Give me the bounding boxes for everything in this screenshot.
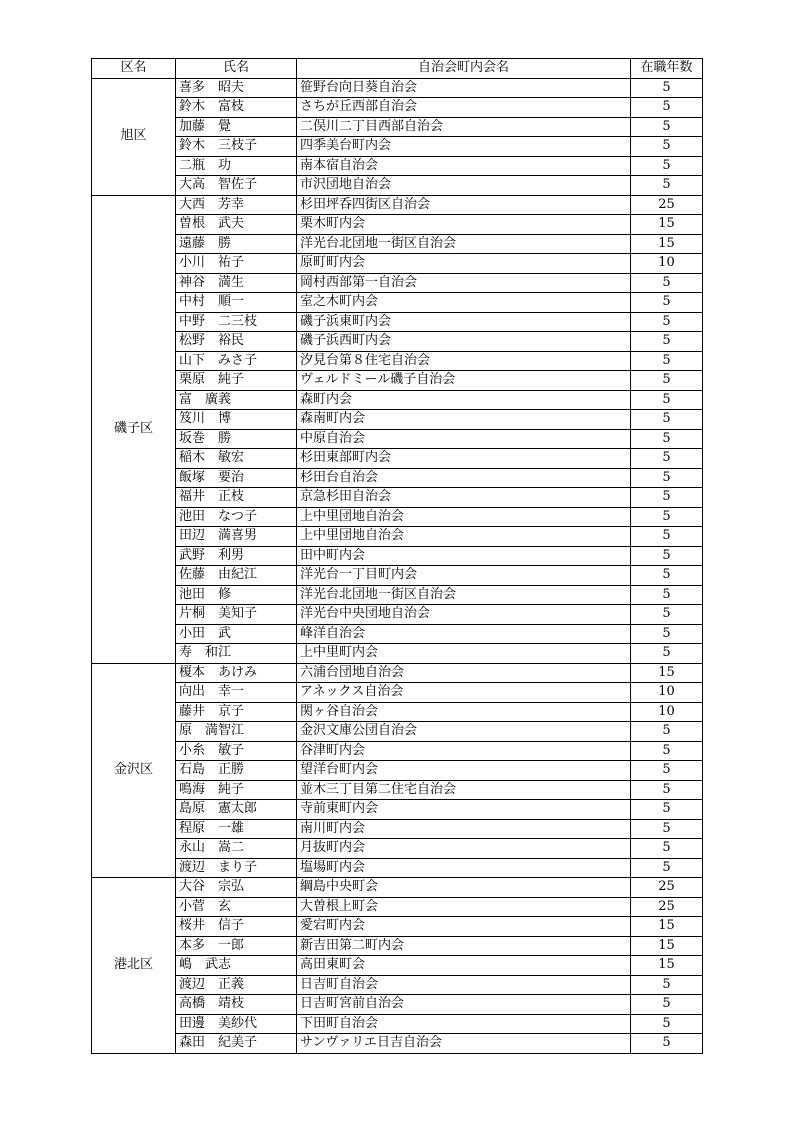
name-cell: 原 満智江 <box>176 722 297 742</box>
association-cell: 汐見台第８住宅自治会 <box>297 351 631 371</box>
name-cell: 神谷 満生 <box>176 273 297 293</box>
name-cell: 向出 幸一 <box>176 683 297 703</box>
years-cell: 5 <box>631 1034 703 1054</box>
years-cell: 5 <box>631 858 703 878</box>
association-cell: 洋光台一丁目町内会 <box>297 566 631 586</box>
years-cell: 5 <box>631 117 703 137</box>
name-cell: 片桐 美知子 <box>176 605 297 625</box>
years-cell: 25 <box>631 878 703 898</box>
association-cell: 二俣川二丁目西部自治会 <box>297 117 631 137</box>
table-row <box>92 371 703 391</box>
table-row <box>92 663 703 683</box>
years-cell: 5 <box>631 429 703 449</box>
table-row <box>92 800 703 820</box>
years-cell: 5 <box>631 449 703 469</box>
association-cell: 田中町内会 <box>297 546 631 566</box>
years-cell: 5 <box>631 585 703 605</box>
name-cell: 石島 正勝 <box>176 761 297 781</box>
table-row <box>92 468 703 488</box>
years-cell: 25 <box>631 195 703 215</box>
association-cell: 原町町内会 <box>297 254 631 274</box>
years-cell: 10 <box>631 254 703 274</box>
association-cell: 室之木町内会 <box>297 293 631 313</box>
association-cell: 谷津町内会 <box>297 741 631 761</box>
table-row <box>92 449 703 469</box>
years-cell: 5 <box>631 800 703 820</box>
years-cell: 10 <box>631 702 703 722</box>
table-row <box>92 488 703 508</box>
table-row <box>92 215 703 235</box>
name-cell: 富 廣義 <box>176 390 297 410</box>
years-cell: 10 <box>631 683 703 703</box>
table-row <box>92 975 703 995</box>
header-ward: 区名 <box>92 59 176 79</box>
table-row <box>92 956 703 976</box>
years-cell: 5 <box>631 507 703 527</box>
years-cell: 15 <box>631 936 703 956</box>
years-cell: 5 <box>631 722 703 742</box>
table-row <box>92 429 703 449</box>
table-row <box>92 1034 703 1054</box>
ward-cell: 磯子区 <box>92 195 176 663</box>
table-row <box>92 156 703 176</box>
header-row <box>92 59 703 79</box>
table-row <box>92 390 703 410</box>
association-cell: 森町内会 <box>297 390 631 410</box>
years-cell: 15 <box>631 215 703 235</box>
years-cell: 5 <box>631 468 703 488</box>
association-cell: 六浦台団地自治会 <box>297 663 631 683</box>
table-row <box>92 585 703 605</box>
name-cell: 池田 修 <box>176 585 297 605</box>
association-cell: 上中里町内会 <box>297 644 631 664</box>
name-cell: 本多 一郎 <box>176 936 297 956</box>
name-cell: 田辺 満喜男 <box>176 527 297 547</box>
association-cell: 杉田坪呑四街区自治会 <box>297 195 631 215</box>
table-row <box>92 819 703 839</box>
table-row <box>92 546 703 566</box>
years-cell: 5 <box>631 839 703 859</box>
table-row <box>92 312 703 332</box>
association-cell: 磯子浜東町内会 <box>297 312 631 332</box>
association-cell: 峰洋自治会 <box>297 624 631 644</box>
name-cell: 大高 智佐子 <box>176 176 297 196</box>
roster-table <box>91 58 703 1054</box>
name-cell: 山下 みさ子 <box>176 351 297 371</box>
table-row <box>92 624 703 644</box>
years-cell: 5 <box>631 975 703 995</box>
association-cell: 笹野台向日葵自治会 <box>297 78 631 98</box>
years-cell: 15 <box>631 234 703 254</box>
years-cell: 5 <box>631 527 703 547</box>
association-cell: 塩場町内会 <box>297 858 631 878</box>
name-cell: 小菅 玄 <box>176 897 297 917</box>
ward-cell: 港北区 <box>92 878 176 1054</box>
association-cell: 森南町内会 <box>297 410 631 430</box>
association-cell: 岡村西部第一自治会 <box>297 273 631 293</box>
association-cell: 関ヶ谷自治会 <box>297 702 631 722</box>
name-cell: 永山 嵩二 <box>176 839 297 859</box>
roster-body <box>92 78 703 1053</box>
association-cell: 中原自治会 <box>297 429 631 449</box>
years-cell: 5 <box>631 98 703 118</box>
table-row <box>92 137 703 157</box>
association-cell: 洋光台中央団地自治会 <box>297 605 631 625</box>
table-row <box>92 722 703 742</box>
association-cell: 寺前東町内会 <box>297 800 631 820</box>
association-cell: 並木三丁目第二住宅自治会 <box>297 780 631 800</box>
association-cell: 大曽根上町会 <box>297 897 631 917</box>
table-row <box>92 351 703 371</box>
years-cell: 5 <box>631 644 703 664</box>
years-cell: 5 <box>631 332 703 352</box>
name-cell: 小糸 敏子 <box>176 741 297 761</box>
years-cell: 5 <box>631 137 703 157</box>
years-cell: 5 <box>631 780 703 800</box>
table-row <box>92 254 703 274</box>
name-cell: 佐藤 由紀江 <box>176 566 297 586</box>
table-row <box>92 78 703 98</box>
name-cell: 中野 二三枝 <box>176 312 297 332</box>
name-cell: 稲木 敏宏 <box>176 449 297 469</box>
association-cell: 南本宿自治会 <box>297 156 631 176</box>
table-row <box>92 780 703 800</box>
name-cell: 鈴木 三枝子 <box>176 137 297 157</box>
association-cell: アネックス自治会 <box>297 683 631 703</box>
table-row <box>92 995 703 1015</box>
table-row <box>92 527 703 547</box>
association-cell: 四季美台町内会 <box>297 137 631 157</box>
years-cell: 5 <box>631 1014 703 1034</box>
association-cell: サンヴァリエ日吉自治会 <box>297 1034 631 1054</box>
years-cell: 5 <box>631 488 703 508</box>
table-row <box>92 683 703 703</box>
name-cell: 坂巻 勝 <box>176 429 297 449</box>
association-cell: 栗木町内会 <box>297 215 631 235</box>
header-association: 自治会町内会名 <box>297 59 631 79</box>
association-cell: 洋光台北団地一街区自治会 <box>297 585 631 605</box>
years-cell: 25 <box>631 897 703 917</box>
years-cell: 5 <box>631 273 703 293</box>
years-cell: 15 <box>631 917 703 937</box>
table-row <box>92 410 703 430</box>
association-cell: 南川町内会 <box>297 819 631 839</box>
years-cell: 5 <box>631 995 703 1015</box>
table-row <box>92 117 703 137</box>
name-cell: 福井 正枝 <box>176 488 297 508</box>
association-cell: 綱島中央町会 <box>297 878 631 898</box>
table-row <box>92 702 703 722</box>
name-cell: 渡辺 正義 <box>176 975 297 995</box>
name-cell: 武野 利男 <box>176 546 297 566</box>
years-cell: 5 <box>631 371 703 391</box>
association-cell: 月抜町内会 <box>297 839 631 859</box>
name-cell: 二瓶 功 <box>176 156 297 176</box>
table-row <box>92 644 703 664</box>
years-cell: 5 <box>631 176 703 196</box>
association-cell: 愛宕町内会 <box>297 917 631 937</box>
name-cell: 飯塚 要治 <box>176 468 297 488</box>
ward-cell: 旭区 <box>92 78 176 195</box>
table-row <box>92 507 703 527</box>
name-cell: 栗原 純子 <box>176 371 297 391</box>
table-row <box>92 1014 703 1034</box>
table-row <box>92 917 703 937</box>
name-cell: 松野 裕民 <box>176 332 297 352</box>
association-cell: 杉田東部町内会 <box>297 449 631 469</box>
association-cell: 新吉田第二町内会 <box>297 936 631 956</box>
header-years: 在職年数 <box>631 59 703 79</box>
association-cell: ヴェルドミール磯子自治会 <box>297 371 631 391</box>
table-row <box>92 936 703 956</box>
name-cell: 森田 紀美子 <box>176 1034 297 1054</box>
years-cell: 5 <box>631 566 703 586</box>
name-cell: 中村 順一 <box>176 293 297 313</box>
header-name: 氏名 <box>176 59 297 79</box>
years-cell: 15 <box>631 663 703 683</box>
name-cell: 嶋 武志 <box>176 956 297 976</box>
name-cell: 寿 和江 <box>176 644 297 664</box>
association-cell: 日吉町宮前自治会 <box>297 995 631 1015</box>
table-row <box>92 195 703 215</box>
table-row <box>92 98 703 118</box>
association-cell: 望洋台町内会 <box>297 761 631 781</box>
name-cell: 高橋 靖枝 <box>176 995 297 1015</box>
years-cell: 5 <box>631 761 703 781</box>
years-cell: 5 <box>631 605 703 625</box>
years-cell: 5 <box>631 293 703 313</box>
association-cell: 市沢団地自治会 <box>297 176 631 196</box>
name-cell: 遠藤 勝 <box>176 234 297 254</box>
years-cell: 5 <box>631 78 703 98</box>
association-cell: 下田町自治会 <box>297 1014 631 1034</box>
name-cell: 藤井 京子 <box>176 702 297 722</box>
table-row <box>92 234 703 254</box>
name-cell: 島原 憲太郎 <box>176 800 297 820</box>
name-cell: 池田 なつ子 <box>176 507 297 527</box>
table-row <box>92 839 703 859</box>
table-row <box>92 273 703 293</box>
table-row <box>92 897 703 917</box>
association-cell: 京急杉田自治会 <box>297 488 631 508</box>
table-row <box>92 176 703 196</box>
name-cell: 桜井 信子 <box>176 917 297 937</box>
name-cell: 鳴海 純子 <box>176 780 297 800</box>
association-cell: 金沢文庫公団自治会 <box>297 722 631 742</box>
name-cell: 小川 祐子 <box>176 254 297 274</box>
name-cell: 笈川 博 <box>176 410 297 430</box>
years-cell: 5 <box>631 741 703 761</box>
name-cell: 曽根 武夫 <box>176 215 297 235</box>
name-cell: 榎本 あけみ <box>176 663 297 683</box>
table-row <box>92 566 703 586</box>
years-cell: 5 <box>631 390 703 410</box>
years-cell: 15 <box>631 956 703 976</box>
association-cell: 日吉町自治会 <box>297 975 631 995</box>
name-cell: 田邊 美紗代 <box>176 1014 297 1034</box>
years-cell: 5 <box>631 312 703 332</box>
table-row <box>92 741 703 761</box>
name-cell: 加藤 覺 <box>176 117 297 137</box>
years-cell: 5 <box>631 819 703 839</box>
years-cell: 5 <box>631 410 703 430</box>
name-cell: 鈴木 富枝 <box>176 98 297 118</box>
name-cell: 程原 一雄 <box>176 819 297 839</box>
name-cell: 喜多 昭夫 <box>176 78 297 98</box>
years-cell: 5 <box>631 351 703 371</box>
years-cell: 5 <box>631 546 703 566</box>
table-row <box>92 332 703 352</box>
name-cell: 大西 芳幸 <box>176 195 297 215</box>
years-cell: 5 <box>631 156 703 176</box>
name-cell: 小田 武 <box>176 624 297 644</box>
table-row <box>92 761 703 781</box>
table-row <box>92 293 703 313</box>
association-cell: 高田東町会 <box>297 956 631 976</box>
association-cell: 杉田台自治会 <box>297 468 631 488</box>
table-row <box>92 878 703 898</box>
association-cell: 洋光台北団地一街区自治会 <box>297 234 631 254</box>
association-cell: 上中里団地自治会 <box>297 527 631 547</box>
years-cell: 5 <box>631 624 703 644</box>
association-cell: さちが丘西部自治会 <box>297 98 631 118</box>
table-row <box>92 858 703 878</box>
name-cell: 大谷 宗弘 <box>176 878 297 898</box>
name-cell: 渡辺 まり子 <box>176 858 297 878</box>
association-cell: 磯子浜西町内会 <box>297 332 631 352</box>
table-row <box>92 605 703 625</box>
association-cell: 上中里団地自治会 <box>297 507 631 527</box>
ward-cell: 金沢区 <box>92 663 176 878</box>
